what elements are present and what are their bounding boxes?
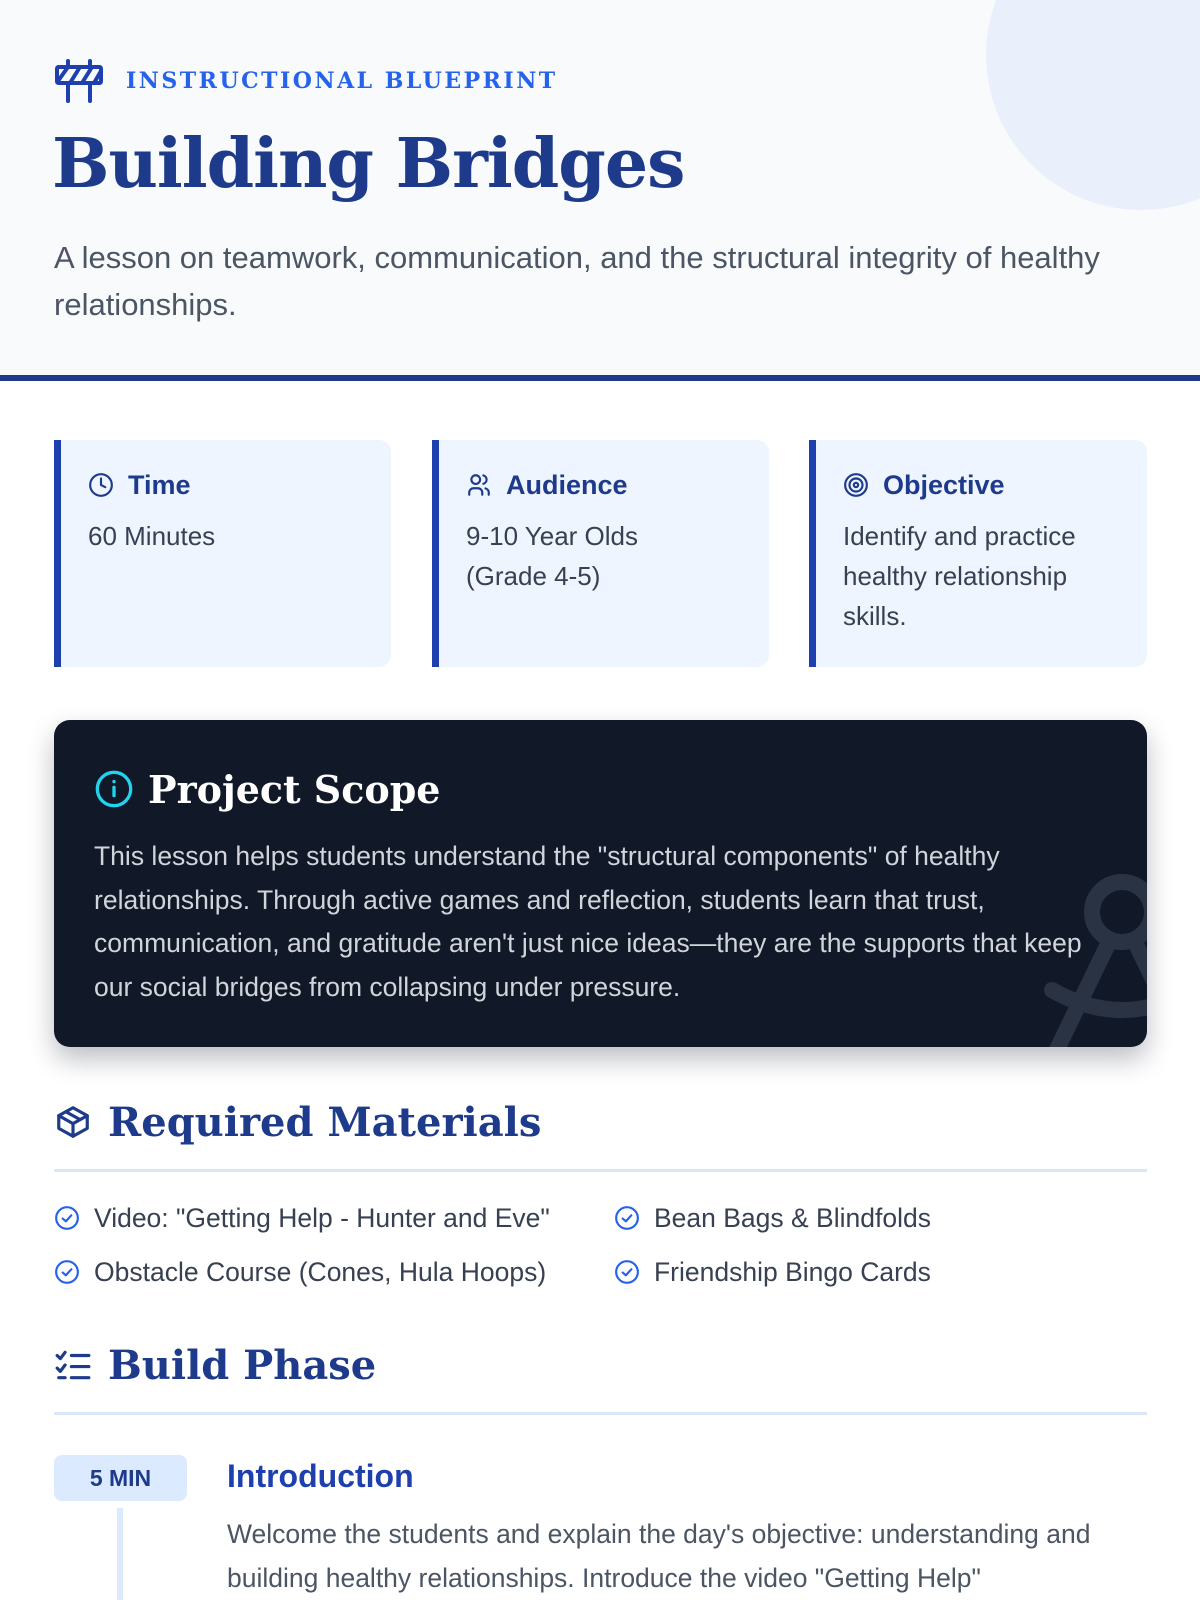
material-label: Friendship Bingo Cards	[654, 1256, 931, 1287]
section-title: Required Materials	[108, 1098, 542, 1146]
section-title: Build Phase	[108, 1341, 377, 1389]
info-card-objective	[809, 440, 1147, 667]
clock-icon	[88, 472, 114, 498]
duration-badge: 5 MIN	[54, 1455, 187, 1501]
info-card-title: Audience	[506, 469, 628, 500]
check-circle-icon	[614, 1259, 640, 1285]
check-circle-icon	[614, 1205, 640, 1231]
project-scope-panel	[54, 720, 1147, 1047]
step-title: Introduction	[227, 1458, 414, 1494]
package-icon	[54, 1103, 92, 1141]
list-item	[614, 1254, 931, 1290]
info-card-time	[54, 440, 391, 667]
check-circle-icon	[54, 1259, 80, 1285]
build-phase-section-header	[54, 1333, 1147, 1415]
material-label: Obstacle Course (Cones, Hula Hoops)	[94, 1256, 547, 1287]
materials-section-header	[54, 1090, 1147, 1172]
info-card-value: Identify and practice healthy relationship skills.	[843, 521, 1076, 631]
header	[0, 0, 1200, 381]
material-label: Bean Bags & Blindfolds	[654, 1202, 931, 1233]
scope-description: This lesson helps students understand the "structural components" of healthy relationships. Through active games and reflection, students learn that trust, communication, and gratitude aren't just nice ideas—they are the supports that keep our social bridges from collapsing under pressure.	[94, 841, 1082, 1002]
info-card-value: 9-10 Year Olds (Grade 4-5)	[466, 521, 639, 591]
info-card-title: Time	[128, 469, 191, 500]
bridge-barrier-icon	[54, 59, 104, 103]
check-circle-icon	[54, 1205, 80, 1231]
list-item	[614, 1200, 931, 1236]
target-icon	[843, 472, 869, 498]
page-subtitle: A lesson on teamwork, communication, and the structural integrity of healthy relationships.	[54, 240, 1100, 322]
step-description: Welcome the students and explain the day's objective: understanding and building healthy relationships. Introduce the video "Getting Help"	[227, 1519, 1091, 1593]
checklist-icon	[54, 1346, 92, 1384]
scope-title: Project Scope	[148, 766, 441, 812]
info-card-value: 60 Minutes	[88, 521, 216, 551]
timeline-line	[117, 1508, 123, 1600]
info-card-title: Objective	[883, 469, 1005, 500]
users-icon	[466, 472, 492, 498]
list-item	[54, 1200, 550, 1236]
page-title: Building Bridges	[52, 124, 685, 204]
material-label: Video: "Getting Help - Hunter and Eve"	[94, 1202, 550, 1233]
list-item	[54, 1254, 546, 1290]
decorative-circle	[986, 0, 1200, 210]
eyebrow-text: INSTRUCTIONAL BLUEPRINT	[126, 68, 558, 94]
eyebrow	[54, 58, 558, 104]
info-card-audience	[432, 440, 769, 667]
info-icon	[94, 769, 134, 809]
